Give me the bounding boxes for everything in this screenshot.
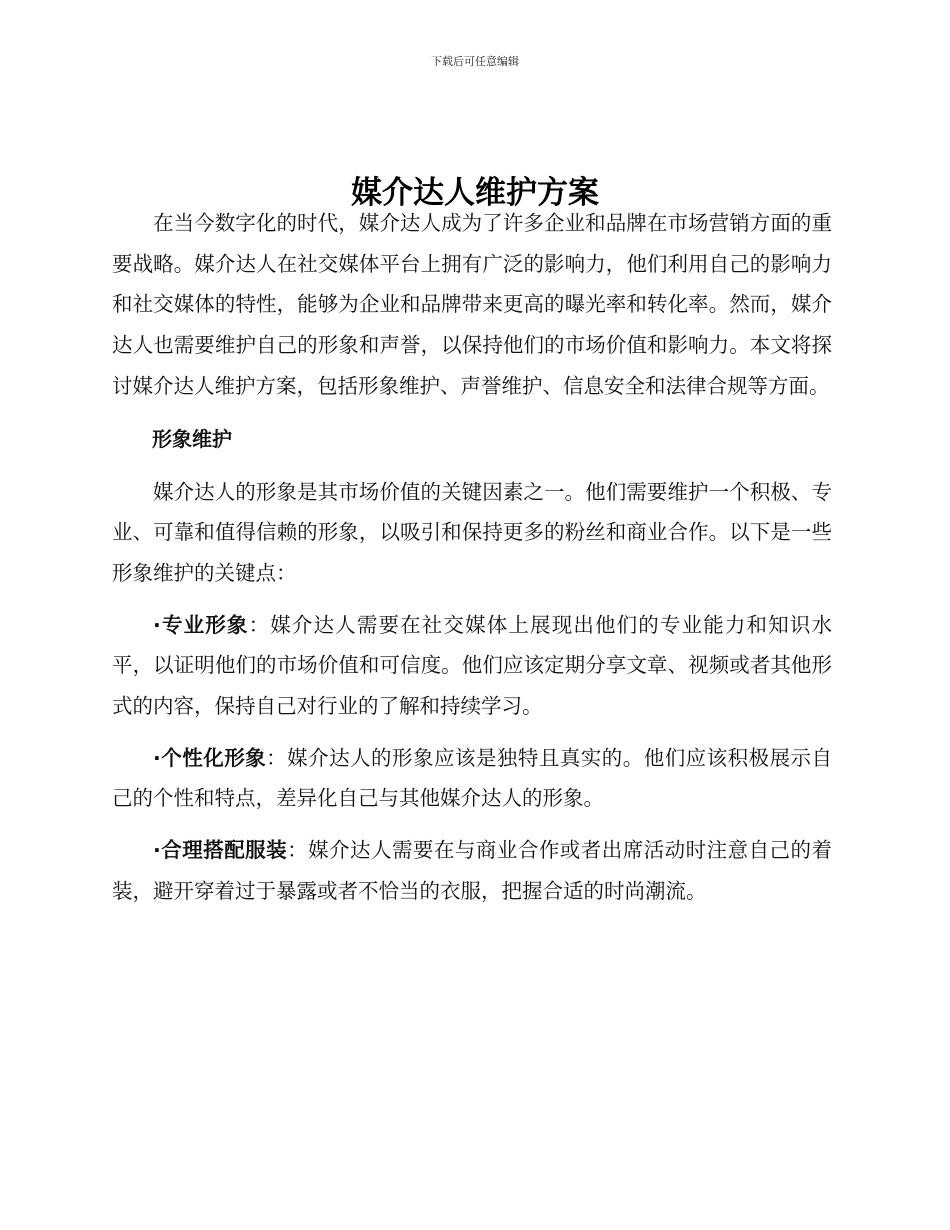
header-note: 下载后可任意编辑 [431, 55, 519, 68]
bullet-separator: ： [266, 745, 288, 770]
bullet-separator: ： [287, 838, 309, 863]
document-body [112, 203, 832, 923]
section-paragraph: 媒介达人的形象是其市场价值的关键因素之一。他们需要维护一个积极、专业、可靠和值得信赖的形象，以吸引和保持更多的粉丝和商业合作。以下是一些形象维护的关键点： [112, 479, 832, 585]
bullet-label: 个性化形象 [160, 745, 267, 770]
bullet-text: 媒介达人需要在与商业合作或者出席活动时注意自己的着装，避开穿着过于暴露或者不恰当的衣服，把握合适的时尚潮流。 [112, 838, 833, 903]
bullet-label: 合理搭配服装 [160, 838, 288, 863]
bullet-item [112, 605, 832, 727]
bullet-marker: · [153, 745, 161, 770]
document-title: 媒介达人维护方案 [351, 174, 599, 211]
section-heading: 形象维护 [152, 426, 232, 451]
bullet-item [112, 830, 832, 911]
bullet-marker: · [153, 612, 161, 637]
intro-paragraph: 在当今数字化的时代，媒介达人成为了许多企业和品牌在市场营销方面的重要战略。媒介达人在社交媒体平台上拥有广泛的影响力，他们利用自己的影响力和社交媒体的特性，能够为企业和品牌带来更高的曝光率和转化率。然而，媒介达人也需要维护自己的形象和声誉，以保持他们的市场价值和影响力。本文将探讨媒介达人维护方案，包括形象维护、声誉维护、信息安全和法律合规等方面。 [112, 211, 832, 398]
bullet-marker: · [153, 838, 161, 863]
bullet-item [112, 738, 832, 819]
bullet-label: 专业形象 [160, 612, 249, 637]
bullet-text: 媒介达人需要在社交媒体上展现出他们的专业能力和知识水平，以证明他们的市场价值和可信度。他们应该定期分享文章、视频或者其他形式的内容，保持自己对行业的了解和持续学习。 [112, 612, 833, 719]
bullet-separator: ： [248, 612, 271, 637]
bullet-text: 媒介达人的形象应该是独特且真实的。他们应该积极展示自己的个性和特点，差异化自己与其他媒介达人的形象。 [112, 745, 833, 811]
